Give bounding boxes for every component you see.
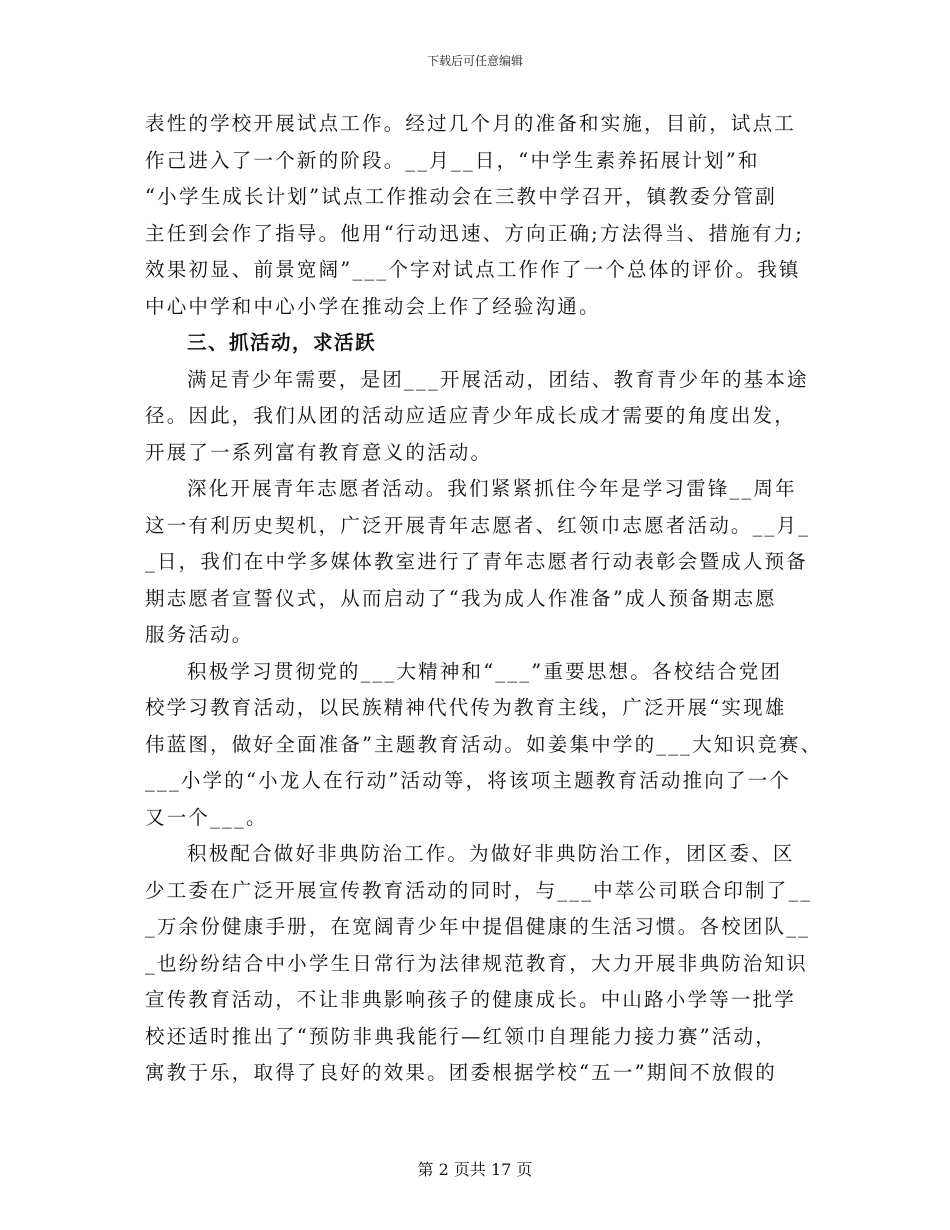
page-number-footer: 第 2 页共 17 页: [417, 1160, 533, 1179]
text-line: 少工委在广泛开展宣传教育活动的同时，与___中萃公司联合印制了__: [145, 878, 813, 902]
text-line: 这一有利历史契机，广泛开展青年志愿者、红领巾志愿者活动。__月_: [145, 513, 811, 537]
text-line: 校学习教育活动，以民族精神代代传为教育主线，广泛开展“实现雄: [145, 696, 787, 719]
paragraph-first-line: 深化开展青年志愿者活动。我们紧紧抓住今年是学习雷锋__周年: [187, 477, 797, 500]
text-line: _日，我们在中学多媒体教室进行了青年志愿者行动表彰会暨成人预备: [145, 550, 808, 573]
text-line: 开展了一系列富有教育意义的活动。: [145, 440, 493, 464]
text-line: ___小学的“小龙人在行动”活动等，将该项主题教育活动推向了一个: [145, 769, 792, 792]
text-line: 径。因此，我们从团的活动应适应青少年成长成才需要的角度出发，: [145, 404, 797, 427]
document-body: [145, 106, 823, 1092]
text-line: 服务活动。: [145, 623, 254, 646]
page-header: 下载后可任意编辑: [426, 54, 523, 68]
text-line: 期志愿者宣誓仪式，从而启动了“我为成人作准备”成人预备期志愿: [145, 586, 777, 610]
paragraph-first-line: 满足青少年需要，是团___开展活动，团结、教育青少年的基本途: [187, 367, 809, 391]
text-line: 作己进入了一个新的阶段。__月__日，“中学生素养拓展计划”和: [145, 148, 760, 172]
text-line: 主任到会作了指导。他用“行动迅速、方向正确;方法得当、措施有力;: [145, 221, 805, 245]
paragraph-first-line: 积极学习贯彻党的___大精神和“___”重要思想。各校结合党团: [187, 659, 783, 683]
text-line: “小学生成长计划”试点工作推动会在三教中学召开，镇教委分管副: [145, 185, 777, 208]
text-line: _也纷纷结合中小学生日常行为法律规范教育，大力开展非典防治知识: [145, 951, 808, 975]
text-line: 表性的学校开展试点工作。经过几个月的准备和实施，目前，试点工: [145, 112, 797, 135]
text-line: _万余份健康手册，在宽阔青少年中提倡健康的生活习惯。各校团队__: [145, 915, 811, 938]
section-heading: 三、抓活动，求活跃: [187, 331, 377, 354]
text-line: 又一个___。: [145, 805, 268, 829]
text-line: 寓教于乐，取得了良好的效果。团委根据学校“五一”期间不放假的: [145, 1061, 777, 1084]
text-line: 宣传教育活动，不让非典影响孩子的健康成长。中山路小学等一批学: [145, 988, 797, 1011]
paragraph-first-line: 积极配合做好非典防治工作。为做好非典防治工作，团区委、区: [187, 842, 795, 865]
text-line: 伟蓝图，做好全面准备”主题教育活动。如姜集中学的___大知识竞赛、: [145, 732, 823, 756]
text-line: 效果初显、前景宽阔”___个字对试点工作作了一个总体的评价。我镇: [145, 258, 801, 281]
text-line: 中心中学和中心小学在推动会上作了经验沟通。: [145, 294, 601, 318]
text-line: 校还适时推出了“预防非典我能行—红领巾自理能力接力赛”活动，: [145, 1024, 777, 1048]
